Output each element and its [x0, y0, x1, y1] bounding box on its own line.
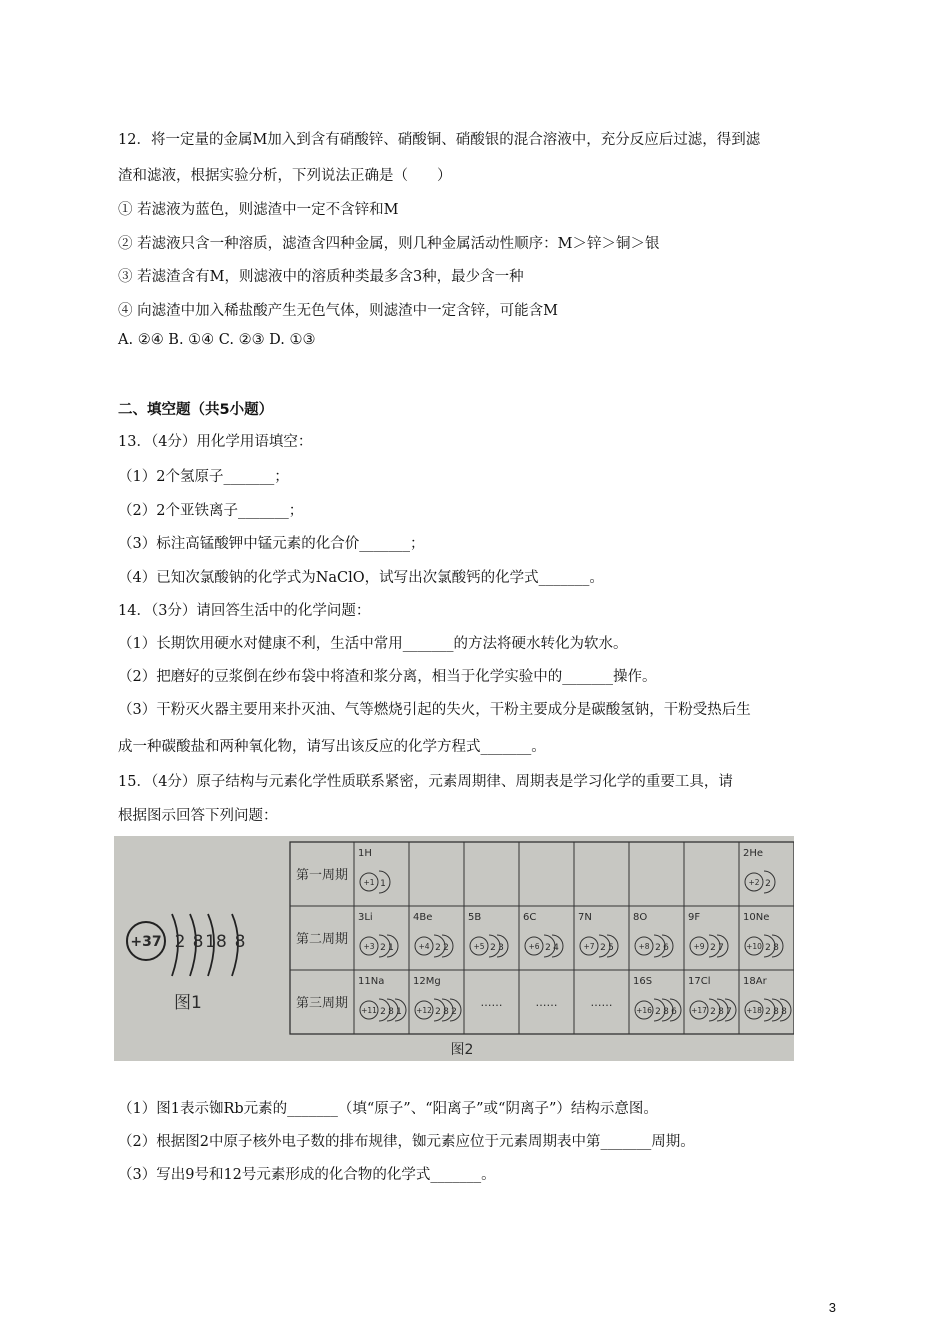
fig1-nucleus-charge: +37 [130, 934, 162, 950]
fig2-period-label: 第一周期 [295, 868, 349, 883]
q13-sub-4: （4）已知次氯酸钠的化学式为NaClO，试写出次氯酸钙的化学式_______。 [118, 570, 604, 586]
fig2-nucleus-charge: +1 [363, 878, 375, 887]
q15-stem-2: 根据图示回答下列问题： [118, 808, 278, 824]
page-number: 3 [828, 1300, 836, 1315]
fig2-nucleus-charge: +10 [746, 942, 762, 951]
fig2-element-symbol: 5B [468, 912, 482, 923]
fig2-shell-count: 2 [655, 943, 661, 953]
fig2-nucleus-charge: +7 [583, 942, 595, 951]
q13-sub-2: （2）2个亚铁离子_______； [118, 503, 304, 519]
fig2-element-symbol: 11Na [358, 976, 385, 987]
fig2-shell-count: 5 [608, 943, 614, 953]
q12-choices: A. ②④ B. ①④ C. ②③ D. ①③ [118, 332, 316, 348]
fig2-element-symbol: 6C [523, 912, 537, 923]
fig2-shell-count: 1 [388, 943, 394, 953]
fig2-period-label: 第三周期 [295, 996, 349, 1011]
fig2-element-symbol: 8O [633, 912, 648, 923]
fig2-nucleus-charge: +8 [638, 942, 650, 951]
fig2-shell-count: 2 [435, 1007, 441, 1017]
fig2-shell-count: 2 [710, 1007, 716, 1017]
fig2-caption: 图2 [450, 1042, 474, 1058]
fig2-element-symbol: 7N [578, 912, 592, 923]
figure-drawing [114, 836, 794, 1061]
fig2-nucleus-charge: +9 [693, 942, 705, 951]
fig2-shell-count: 7 [726, 1007, 732, 1017]
fig2-element-symbol: 12Mg [413, 976, 441, 987]
fig2-ellipsis: …… [535, 996, 558, 1009]
fig2-nucleus-charge: +11 [361, 1006, 377, 1015]
fig2-shell-count: 2 [765, 943, 771, 953]
fig2-shell-count: 2 [380, 1007, 386, 1017]
fig2-nucleus-charge: +2 [748, 878, 760, 887]
q14-stem: 14．（3分）请回答生活中的化学问题： [118, 603, 371, 619]
fig2-ellipsis: …… [480, 996, 503, 1009]
q12-option-4: ④ 向滤渣中加入稀盐酸产生无色气体，则滤渣中一定含锌，可能含M [118, 303, 558, 319]
fig2-shell-count: 1 [396, 1007, 402, 1017]
fig2-nucleus-charge: +16 [636, 1006, 652, 1015]
fig2-shell-count: 2 [710, 943, 716, 953]
fig2-element-symbol: 2He [743, 848, 764, 859]
q15-sub-3: （3）写出9号和12号元素形成的化合物的化学式_______。 [118, 1167, 496, 1183]
fig2-shell-count: 6 [671, 1007, 677, 1017]
section-title: 二、填空题（共5小题） [118, 402, 274, 418]
fig2-nucleus-charge: +18 [746, 1006, 762, 1015]
fig2-element-symbol: 4Be [413, 912, 433, 923]
fig2-element-symbol: 17Cl [688, 976, 711, 987]
q12-line2: 渣和滤液，根据实验分析，下列说法正确是（ ） [118, 168, 452, 184]
fig2-nucleus-charge: +6 [528, 942, 540, 951]
fig2-ellipsis: …… [590, 996, 613, 1009]
fig2-shell-count: 1 [380, 879, 386, 889]
fig1-shell-count: 2 [174, 932, 186, 952]
fig2-shell-count: 2 [600, 943, 606, 953]
atomic-structure-figure [114, 836, 794, 1061]
fig2-shell-count: 2 [380, 943, 386, 953]
fig2-nucleus-charge: +12 [416, 1006, 432, 1015]
q12-option-2: ② 若滤液只含一种溶质，滤渣含四种金属，则几种金属活动性顺序：M＞锌＞铜＞银 [118, 236, 660, 252]
fig2-shell-count: 8 [663, 1007, 669, 1017]
q15-sub-2: （2）根据图2中原子核外电子数的排布规律，铷元素应位于元素周期表中第_______周期。 [118, 1134, 695, 1150]
fig2-element-symbol: 1H [358, 848, 372, 859]
q13-sub-1: （1）2个氢原子_______； [118, 469, 289, 485]
fig2-shell-count: 2 [435, 943, 441, 953]
q15-sub-1: （1）图1表示铷Rb元素的_______（填“原子”、“阳离子”或“阴离子”）结构示意图。 [118, 1101, 658, 1117]
fig2-element-symbol: 9F [688, 912, 701, 923]
q15-stem-1: 15．（4分）原子结构与元素化学性质联系紧密，元素周期律、周期表是学习化学的重要工具，请 [118, 774, 733, 790]
fig2-shell-count: 8 [718, 1007, 724, 1017]
q13-sub-3: （3）标注高锰酸钾中锰元素的化合价_______； [118, 536, 425, 552]
fig1-shell-count: 18 [205, 932, 227, 952]
fig2-nucleus-charge: +4 [418, 942, 430, 951]
fig1-shell-count: 8 [192, 932, 204, 952]
q13-stem: 13．（4分）用化学用语填空： [118, 434, 313, 450]
fig2-shell-count: 2 [765, 1007, 771, 1017]
fig2-shell-count: 8 [388, 1007, 394, 1017]
fig2-period-label: 第二周期 [295, 932, 349, 947]
fig2-shell-count: 7 [718, 943, 724, 953]
q14-sub-3a: （3）干粉灭火器主要用来扑灭油、气等燃烧引起的失火，干粉主要成分是碳酸氢钠，干粉受热后生 [118, 702, 751, 718]
fig2-element-symbol: 10Ne [743, 912, 770, 923]
fig2-shell-count: 2 [765, 879, 771, 889]
fig2-shell-count: 2 [451, 1007, 457, 1017]
fig2-shell-count: 4 [553, 943, 559, 953]
q14-sub-2: （2）把磨好的豆浆倒在纱布袋中将渣和浆分离，相当于化学实验中的_______操作。 [118, 669, 657, 685]
q12-option-1: ① 若滤液为蓝色，则滤渣中一定不含锌和M [118, 202, 399, 218]
fig1-shell-count: 8 [234, 932, 246, 952]
fig2-shell-count: 2 [443, 943, 449, 953]
q14-sub-3b: 成一种碳酸盐和两种氧化物，请写出该反应的化学方程式_______。 [118, 739, 546, 755]
fig2-shell-count: 2 [490, 943, 496, 953]
fig2-shell-count: 6 [663, 943, 669, 953]
fig2-shell-count: 3 [498, 943, 504, 953]
fig2-nucleus-charge: +17 [691, 1006, 707, 1015]
fig2-nucleus-charge: +5 [473, 942, 485, 951]
fig2-shell-count: 8 [781, 1007, 787, 1017]
fig2-shell-count: 8 [443, 1007, 449, 1017]
fig2-element-symbol: 16S [633, 976, 653, 987]
fig2-shell-count: 2 [655, 1007, 661, 1017]
fig2-shell-count: 2 [545, 943, 551, 953]
q12-line1: 12．将一定量的金属M加入到含有硝酸锌、硝酸铜、硝酸银的混合溶液中，充分反应后过滤，得到滤 [118, 132, 761, 148]
q14-sub-1: （1）长期饮用硬水对健康不利，生活中常用_______的方法将硬水转化为软水。 [118, 636, 628, 652]
q12-option-3: ③ 若滤渣含有M，则滤液中的溶质种类最多含3种，最少含一种 [118, 269, 524, 285]
fig2-element-symbol: 18Ar [743, 976, 767, 987]
fig2-shell-count: 8 [773, 1007, 779, 1017]
fig2-shell-count: 8 [773, 943, 779, 953]
fig1-caption: 图1 [174, 993, 202, 1013]
fig2-element-symbol: 3Li [358, 912, 373, 923]
fig2-nucleus-charge: +3 [363, 942, 375, 951]
